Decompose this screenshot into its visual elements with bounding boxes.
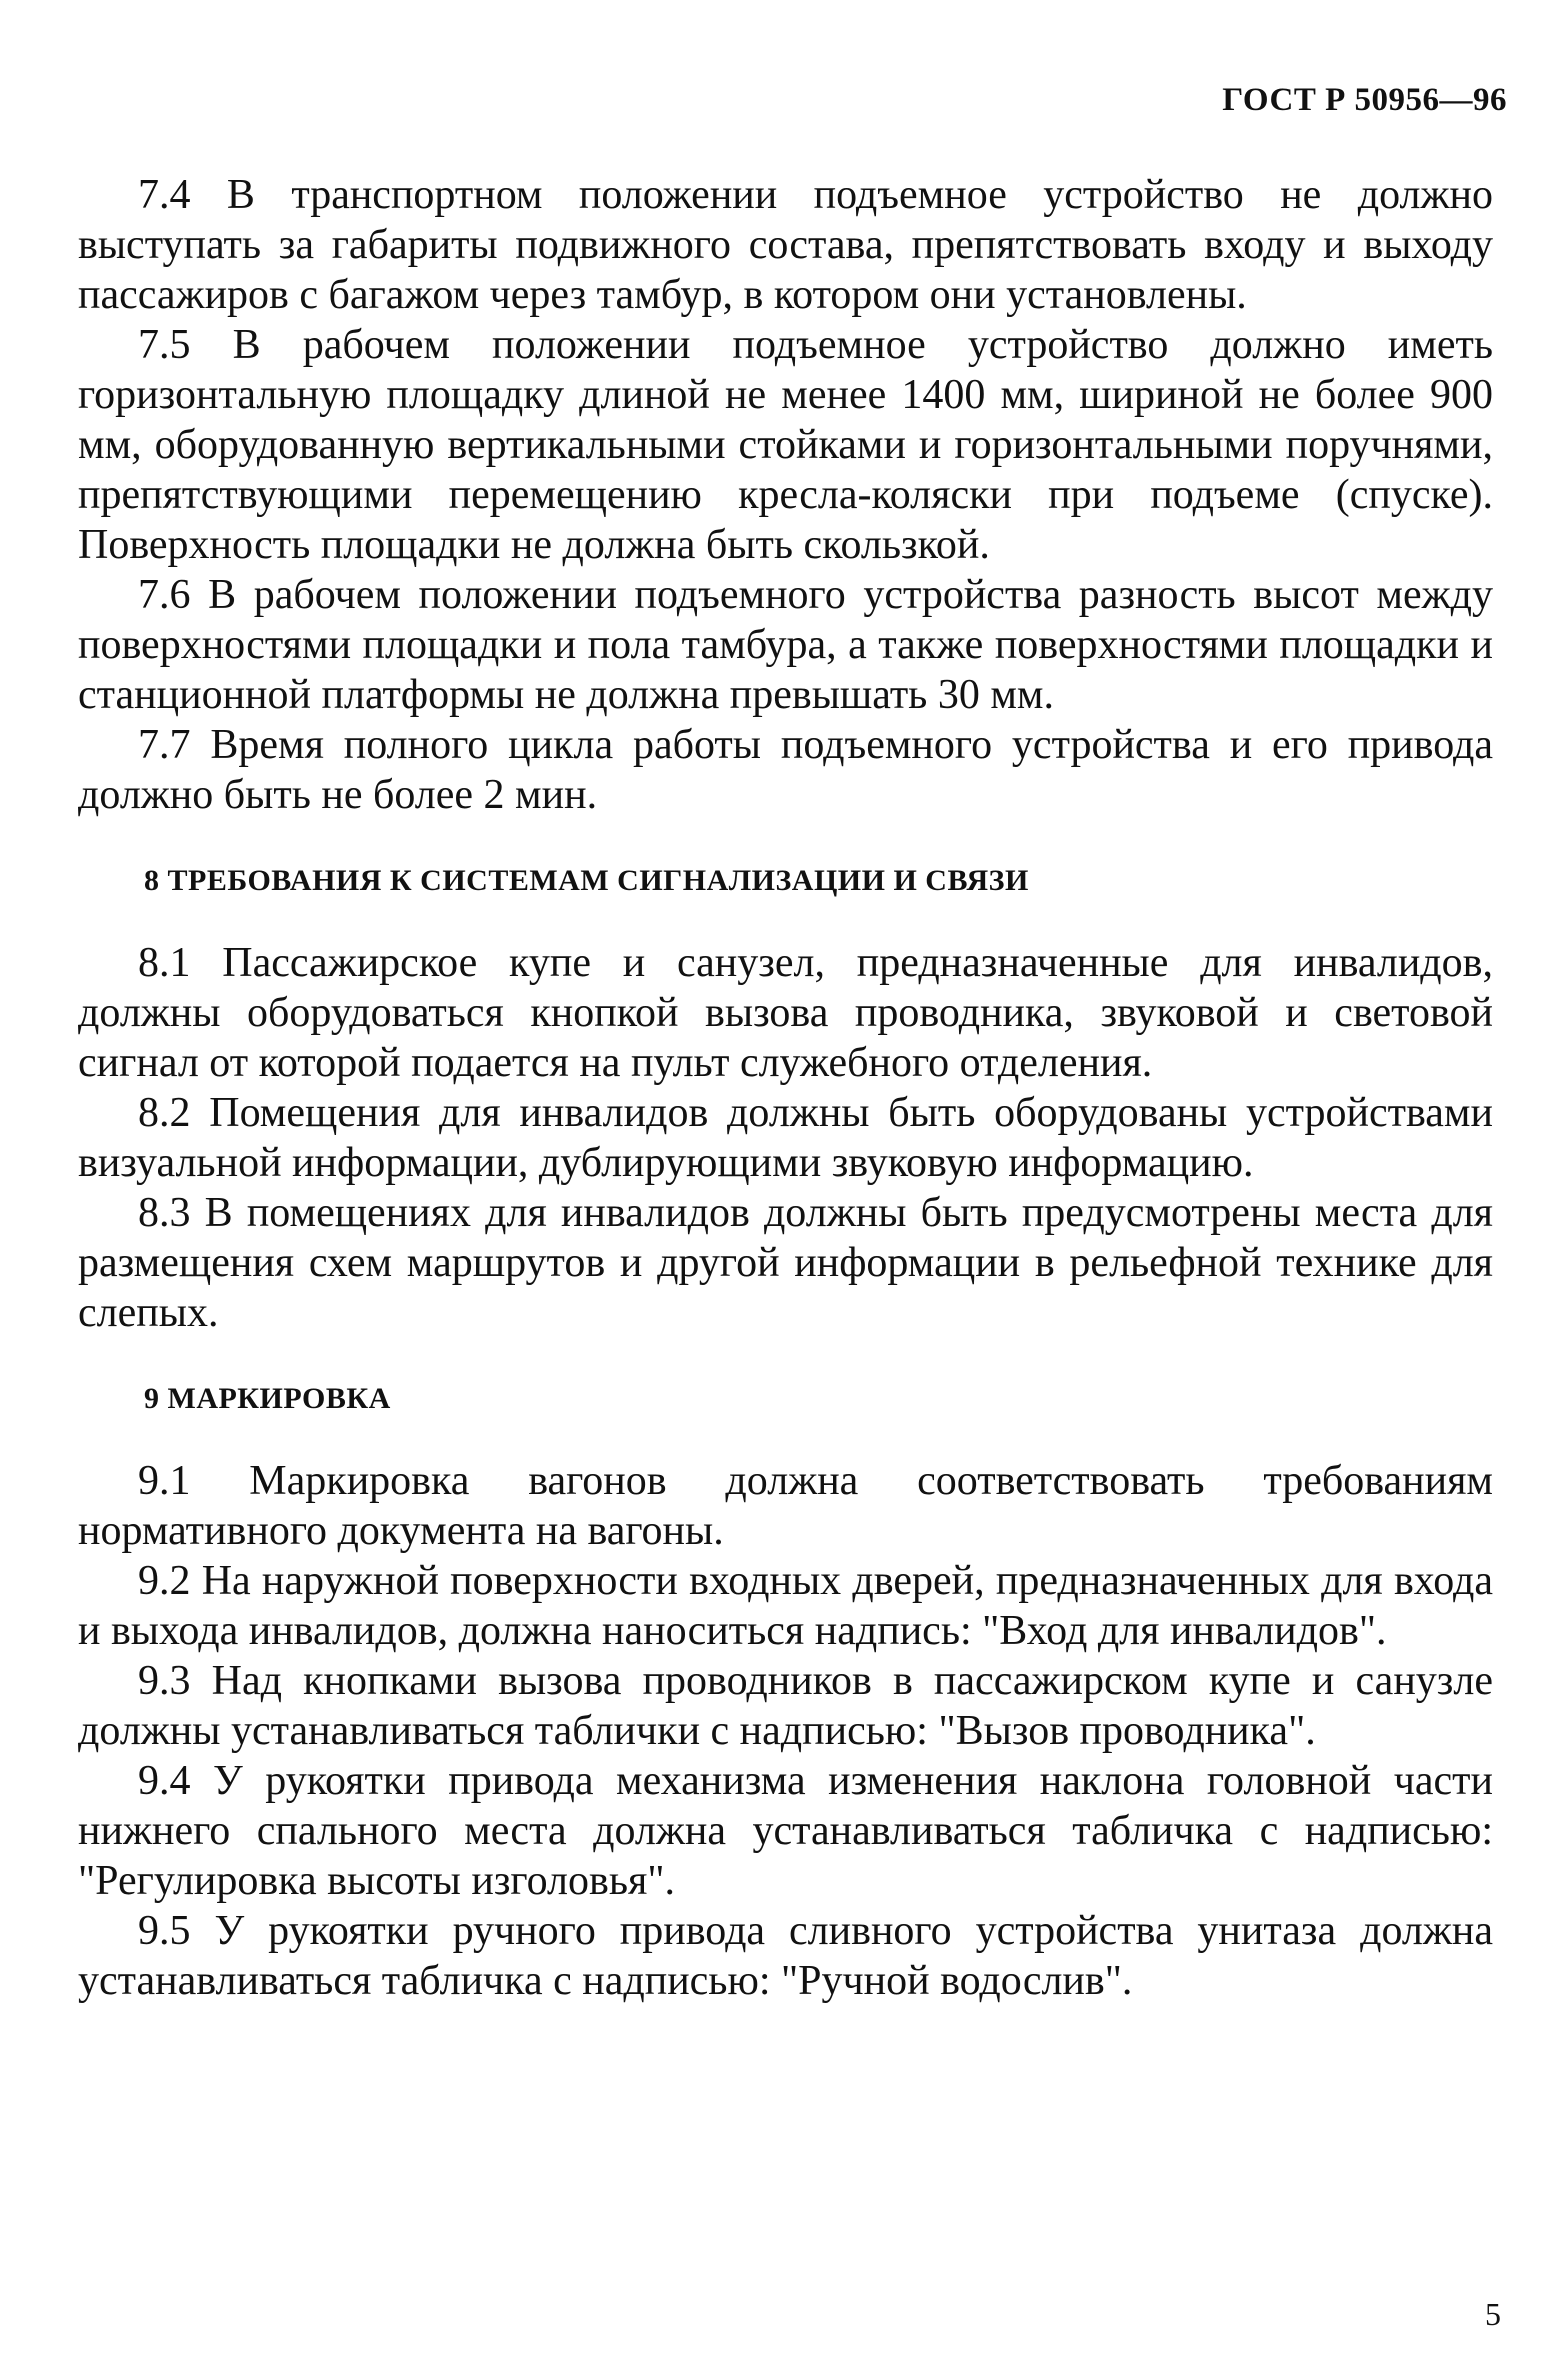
paragraph-7-7: 7.7 Время полного цикла работы подъемного устройства и его привода должно быть не более 2 мин.	[78, 722, 1493, 818]
paragraph-7-6: 7.6 В рабочем положении подъемного устройства разность высот между поверхностями площадки и пола тамбура, а также поверхностями площадки и станционной платформы не должна превышать 30 мм.	[78, 572, 1493, 718]
paragraph-9-4: 9.4 У рукоятки привода механизма изменения наклона головной части нижнего спального места должна устанавливаться табличка с надписью: "Регулировка высоты изголовья".	[78, 1758, 1493, 1904]
paragraph-7-4: 7.4 В транспортном положении подъемное устройство не должно выступать за габариты подвижного состава, препятствовать входу и выходу пассажиров с багажом через тамбур, в котором они установлены.	[78, 172, 1493, 318]
page-number: 5	[1485, 2296, 1501, 2332]
paragraph-8-1: 8.1 Пассажирское купе и санузел, предназначенные для инвалидов, должны оборудоваться кнопкой вызова проводника, звуковой и световой сигнал от которой подается на пульт служебного отделения.	[78, 940, 1493, 1086]
document-body	[78, 170, 1493, 2006]
paragraph-8-2: 8.2 Помещения для инвалидов должны быть оборудованы устройствами визуальной информации, дублирующими звуковую информацию.	[78, 1090, 1493, 1186]
standard-header: ГОСТ Р 50956—96	[1222, 82, 1507, 118]
paragraph-7-5: 7.5 В рабочем положении подъемное устройство должно иметь горизонтальную площадку длиной не менее 1400 мм, шириной не более 900 мм, оборудованную вертикальными стойками и горизонтальными поручнями, препятствующими перемещению кресла-коляски при подъеме (спуске). Поверхность площадки не должна быть скользкой.	[78, 322, 1493, 568]
paragraph-9-3: 9.3 Над кнопками вызова проводников в пассажирском купе и санузле должны устанавливаться таблички с надписью: "Вызов проводника".	[78, 1658, 1493, 1754]
paragraph-8-3: 8.3 В помещениях для инвалидов должны быть предусмотрены места для размещения схем маршрутов и другой информации в рельефной технике для слепых.	[78, 1190, 1493, 1336]
paragraph-9-1: 9.1 Маркировка вагонов должна соответствовать требованиям нормативного документа на вагоны.	[78, 1458, 1493, 1554]
section-heading-9: 9 МАРКИРОВКА	[144, 1382, 391, 1415]
paragraph-9-5: 9.5 У рукоятки ручного привода сливного устройства унитаза должна устанавливаться табличка с надписью: "Ручной водослив".	[78, 1908, 1493, 2004]
section-heading-8: 8 ТРЕБОВАНИЯ К СИСТЕМАМ СИГНАЛИЗАЦИИ И СВЯЗИ	[144, 864, 1029, 897]
paragraph-9-2: 9.2 На наружной поверхности входных дверей, предназначенных для входа и выхода инвалидов, должна наноситься надпись: "Вход для инвалидов".	[78, 1558, 1493, 1654]
